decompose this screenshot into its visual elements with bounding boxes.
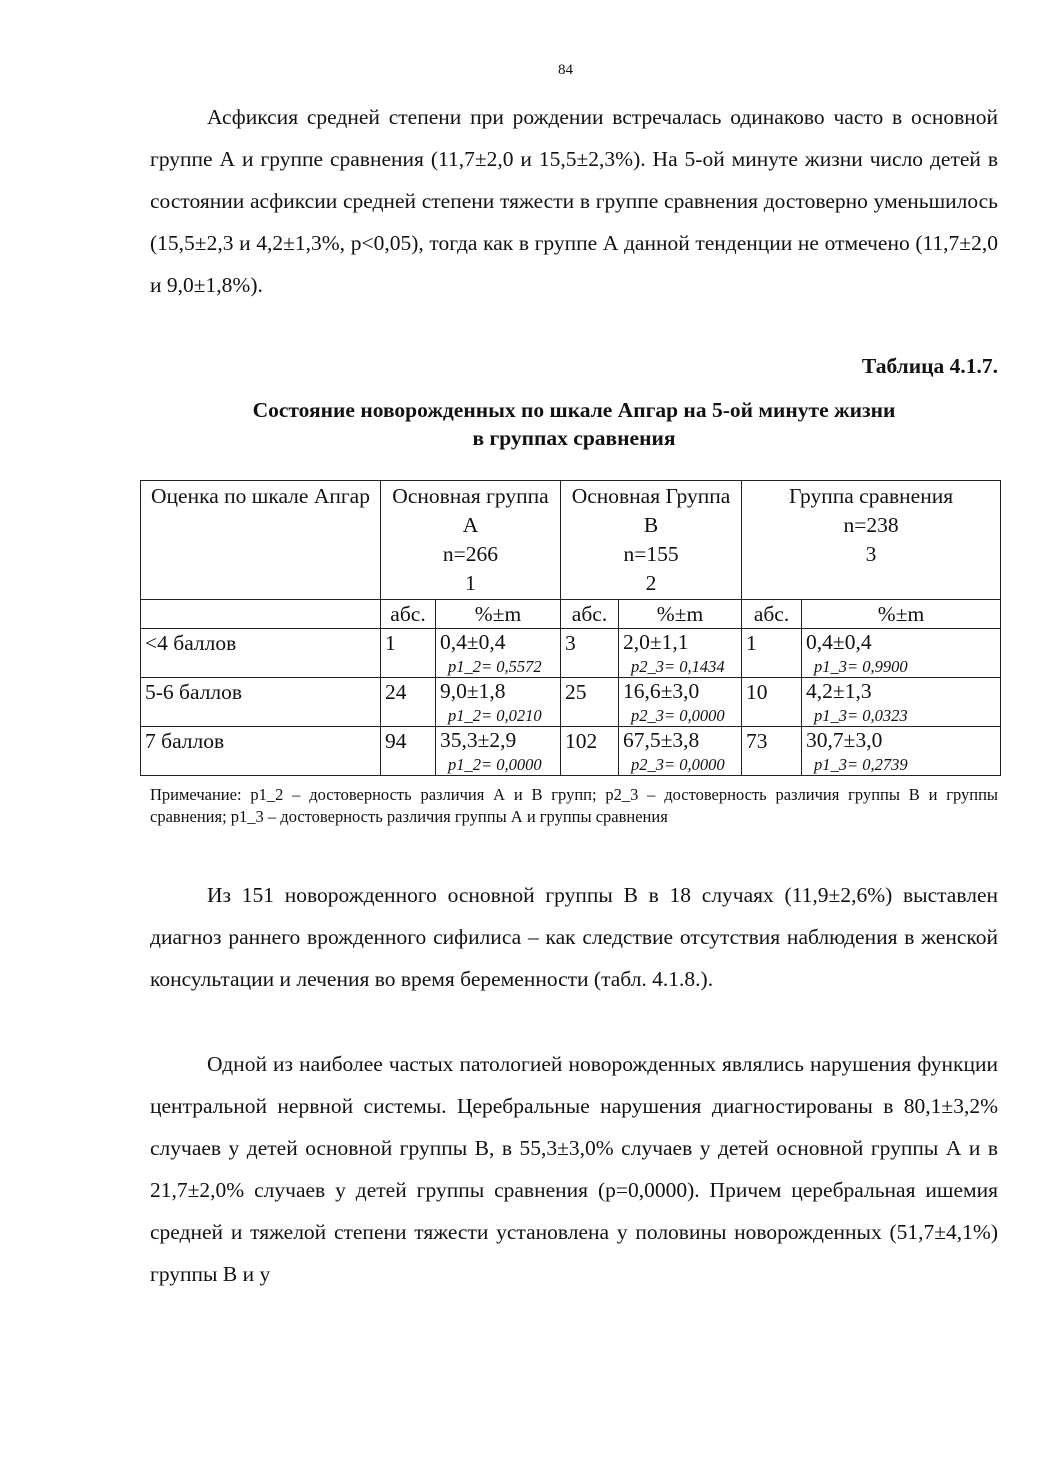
abs-2: 102 — [561, 727, 619, 776]
row-label: 5-6 баллов — [141, 678, 381, 727]
header-group-1: Основная группа А n=266 1 — [381, 481, 561, 600]
row-label: <4 баллов — [141, 629, 381, 678]
table-row — [141, 629, 1001, 678]
pct-2: 2,0±1,1 p2_3= 0,1434 — [619, 629, 742, 678]
subheader-pct-2: %±m — [619, 600, 742, 629]
paragraph-cns: Одной из наиболее частых патологией новорожденных являлись нарушения функции центральной нервной системы. Церебральные нарушения диагностированы в 80,1±3,2% случаев у детей основной группы В, в 55,3±3,0% случаев у детей основной группы А и в 21,7±2,0% случаев у детей группы сравнения (р=0,0000). Причем церебральная ишемия средней и тяжелой степени тяжести установлена у половины новорожденных (51,7±4,1%) группы В и у — [150, 1052, 998, 1286]
abs-2: 3 — [561, 629, 619, 678]
abs-3: 1 — [742, 629, 802, 678]
subheader-pct-1: %±m — [436, 600, 561, 629]
pct-1: 35,3±2,9 p1_2= 0,0000 — [436, 727, 561, 776]
abs-2: 25 — [561, 678, 619, 727]
table-title-line-1: Состояние новорожденных по шкале Апгар на 5-ой минуте жизни — [252, 398, 896, 422]
apgar-table — [140, 480, 1001, 776]
abs-1: 94 — [381, 727, 436, 776]
paragraph-syphilis: Из 151 новорожденного основной группы В в 18 случаях (11,9±2,6%) выставлен диагноз раннего врожденного сифилиса – как следствие отсутствия наблюдения в женской консультации и лечения во время беременности (табл. 4.1.8.). — [150, 883, 998, 991]
abs-1: 1 — [381, 629, 436, 678]
pct-3: 4,2±1,3 p1_3= 0,0323 — [802, 678, 1001, 727]
pct-3: 30,7±3,0 p1_3= 0,2739 — [802, 727, 1001, 776]
pct-1: 9,0±1,8 p1_2= 0,0210 — [436, 678, 561, 727]
table-subheader-row — [141, 600, 1001, 629]
table-header-row — [141, 481, 1001, 600]
row-label: 7 баллов — [141, 727, 381, 776]
header-group-3: Группа сравнения n=238 3 — [742, 481, 1001, 600]
abs-3: 73 — [742, 727, 802, 776]
subheader-empty — [141, 600, 381, 629]
subheader-pct-3: %±m — [802, 600, 1001, 629]
subheader-abs-1: абс. — [381, 600, 436, 629]
page-number: 84 — [558, 62, 573, 78]
paragraph-asphyxia: Асфиксия средней степени при рождении встречалась одинаково часто в основной группе А и группе сравнения (11,7±2,0 и 15,5±2,3%). На 5-ой минуте жизни число детей в состоянии асфиксии средней степени тяжести в группе сравнения достоверно уменьшилось (15,5±2,3 и 4,2±1,3%, р<0,05), тогда как в группе А данной тенденции не отмечено (11,7±2,0 и 9,0±1,8%). — [150, 105, 998, 297]
header-group-2: Основная Группа В n=155 2 — [561, 481, 742, 600]
subheader-abs-2: абс. — [561, 600, 619, 629]
table-row — [141, 727, 1001, 776]
table-title-line-2: в группах сравнения — [472, 426, 676, 450]
pct-2: 16,6±3,0 p2_3= 0,0000 — [619, 678, 742, 727]
pct-2: 67,5±3,8 p2_3= 0,0000 — [619, 727, 742, 776]
pct-3: 0,4±0,4 p1_3= 0,9900 — [802, 629, 1001, 678]
subheader-abs-3: абс. — [742, 600, 802, 629]
table-note: Примечание: p1_2 – достоверность различия А и В групп; p2_3 – достоверность различия группы В и группы сравнения; p1_3 – достоверность различия группы А и группы сравнения — [150, 785, 998, 826]
table-caption: Таблица 4.1.7. — [861, 354, 998, 378]
table-title — [150, 396, 998, 452]
abs-3: 10 — [742, 678, 802, 727]
header-score: Оценка по шкале Апгар — [141, 481, 381, 600]
pct-1: 0,4±0,4 p1_2= 0,5572 — [436, 629, 561, 678]
abs-1: 24 — [381, 678, 436, 727]
table-row — [141, 678, 1001, 727]
